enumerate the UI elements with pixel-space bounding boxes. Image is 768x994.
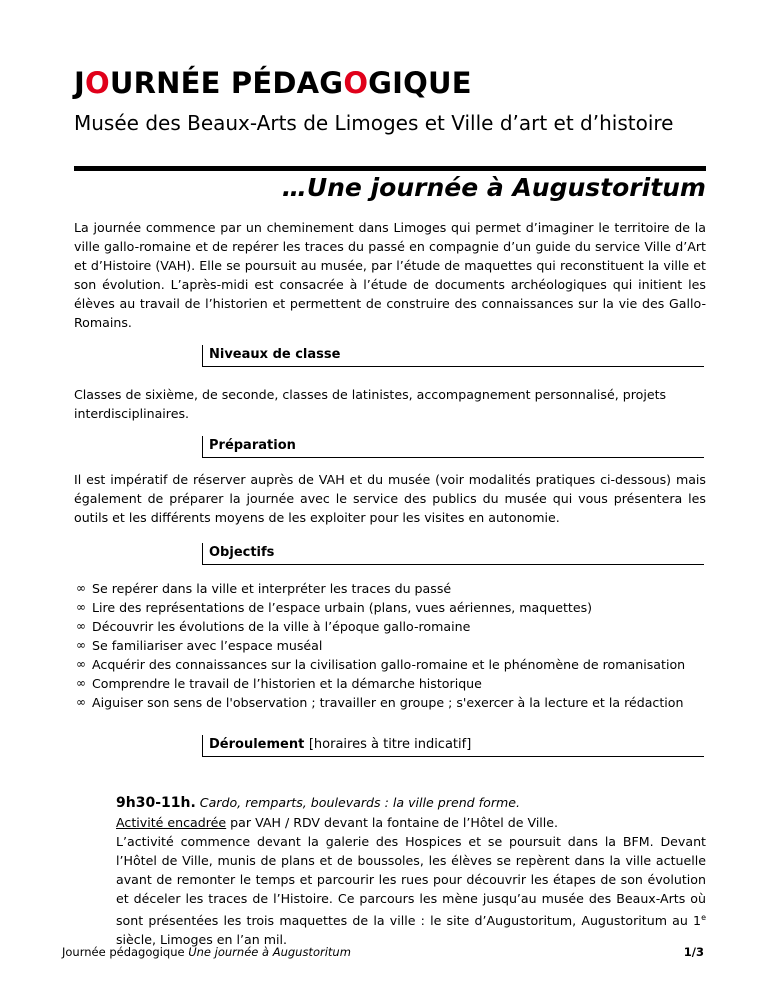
schedule-time: 9h30-11h. — [116, 795, 196, 811]
infinity-bullet-icon: ∞ — [76, 619, 86, 633]
section-heading-preparation — [202, 436, 704, 458]
superscript: e — [701, 913, 706, 922]
title-part: URNÉE PÉDAG — [109, 66, 344, 100]
intro-paragraph: La journée commence par un cheminement dans Limoges qui permet d’imaginer le territoire de la ville gallo-romaine et de repérer les traces du passé en compagnie d’un guide du service Ville d’Art et d’Histoire (VAH). Elle se poursuit au musée, par l’étude de maquettes qui reconstituent la ville et son évolution. L’après-midi est consacrée à l’étude de documents archéologiques qui initient les élèves au travail de l’historien et permettent de construire des connaissances sur la vie des Gallo-Romains. — [74, 220, 706, 330]
section-heading-note: [horaires à titre indicatif] — [308, 737, 472, 752]
section-heading-label: Objectifs — [209, 545, 275, 560]
schedule-title: Cardo, remparts, boulevards : la ville prend forme. — [199, 795, 521, 810]
section-heading-deroulement — [202, 735, 704, 757]
title-part-red: O — [343, 66, 369, 100]
infinity-bullet-icon: ∞ — [76, 638, 86, 652]
page-footer — [62, 945, 351, 959]
header-rule — [74, 166, 706, 171]
title-part: J — [74, 66, 85, 100]
list-item: ∞ Se familiariser avec l’espace muséal — [76, 638, 323, 653]
page-title — [74, 66, 472, 100]
preparation-paragraph: Il est impératif de réserver auprès de VAH et du musée (voir modalités pratiques ci-dessous) mais également de préparer la journée avec le service des publics du musée qui vous présentera les outils et les différents moyens de les exploiter pour les visites en autonomie. — [74, 472, 706, 525]
page-subtitle: Musée des Beaux-Arts de Limoges et Ville d’art et d’histoire — [74, 111, 674, 135]
objectives-list — [74, 579, 706, 712]
list-item: ∞ Aiguiser son sens de l'observation ; travailler en groupe ; s'exercer à la lecture et la rédaction — [76, 695, 684, 710]
title-part: GIQUE — [368, 66, 472, 100]
infinity-bullet-icon: ∞ — [76, 581, 86, 595]
activity-detail: par VAH / RDV devant la fontaine de l’Hôtel de Ville. — [226, 815, 559, 830]
list-item: ∞ Lire des représentations de l’espace urbain (plans, vues aériennes, maquettes) — [76, 600, 593, 615]
footer-prefix: Journée pédagogique — [62, 945, 189, 959]
page-tagline: …Une journée à Augustoritum — [281, 173, 706, 202]
infinity-bullet-icon: ∞ — [76, 695, 86, 709]
schedule-body: L’activité commence devant la galerie des Hospices et se poursuit dans la BFM. Devant l’Hôtel de Ville, munis de plans et de boussoles, les élèves se repèrent dans la ville actuelle avant de remonter le temps et parcourir les rues pour découvrir les étapes de son évolution et déceler les traces de l’Histoire. Ce parcours les mène jusqu’au musée des Beaux-Arts où sont présentées les trois maquettes de la ville : le site d’Augustoritum, Augustoritum au 1e siècle, Limoges en l’an mil. — [116, 834, 706, 948]
section-heading-label: Niveaux de classe — [209, 347, 341, 362]
section-heading-label: Déroulement — [209, 737, 305, 752]
page-number: 1/3 — [683, 945, 704, 959]
list-item: ∞ Se repérer dans la ville et interpréter les traces du passé — [76, 581, 452, 596]
list-item: ∞ Acquérir des connaissances sur la civilisation gallo-romaine et le phénomène de romanisation — [76, 657, 686, 672]
infinity-bullet-icon: ∞ — [76, 600, 86, 614]
infinity-bullet-icon: ∞ — [76, 657, 86, 671]
footer-title: Une journée à Augustoritum — [188, 945, 351, 959]
section-heading-niveaux — [202, 345, 704, 367]
infinity-bullet-icon: ∞ — [76, 676, 86, 690]
list-item: ∞ Comprendre le travail de l’historien et la démarche historique — [76, 676, 482, 691]
section-heading-objectifs — [202, 543, 704, 565]
list-item: ∞ Découvrir les évolutions de la ville à l’époque gallo-romaine — [76, 619, 471, 634]
schedule-heading-line — [116, 793, 706, 813]
title-part-red: O — [85, 66, 110, 100]
niveaux-paragraph: Classes de sixième, de seconde, classes de latinistes, accompagnement personnalisé, projets interdisciplinaires. — [74, 387, 667, 421]
schedule-activity-line — [116, 813, 706, 832]
section-heading-label: Préparation — [209, 438, 296, 453]
activity-label: Activité encadrée — [116, 815, 227, 830]
schedule-block — [116, 793, 706, 949]
